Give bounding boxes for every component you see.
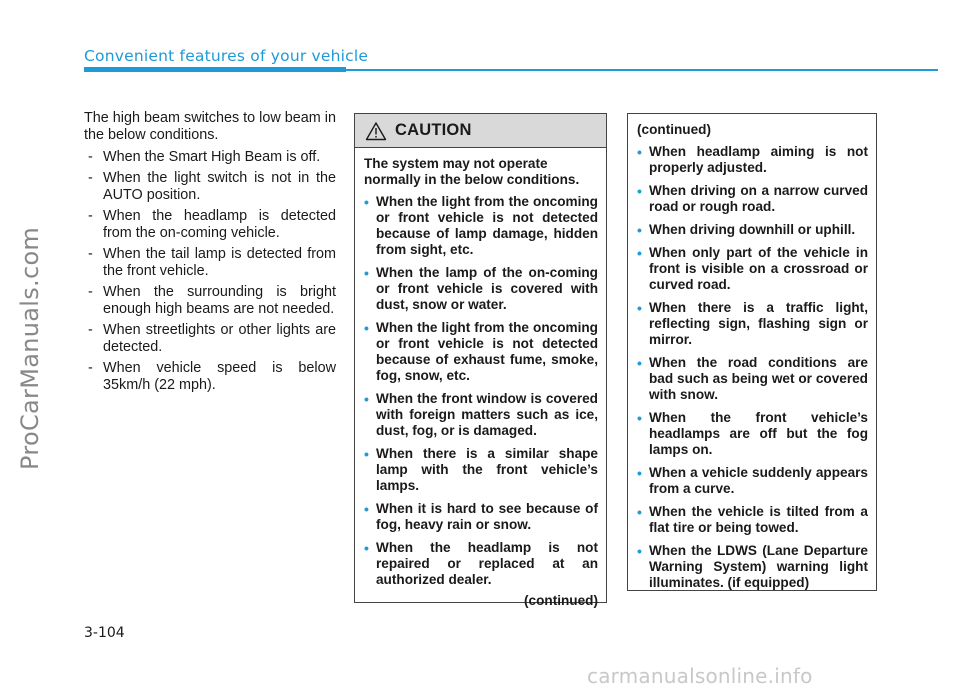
page-number: 3-104 — [84, 625, 125, 641]
list-item: - When the tail lamp is detected from the front vehicle. — [88, 246, 336, 279]
header-rule — [346, 69, 938, 71]
list-item: • When the light from the oncoming or front vehicle is not detected because of lamp damage, hidden from sight, etc. — [364, 194, 598, 257]
list-item: - When the surrounding is bright enough high beams are not needed. — [88, 284, 336, 317]
list-item: • When only part of the vehicle in front is visible on a crossroad or curved road. — [637, 245, 868, 292]
continued-body — [628, 114, 876, 591]
bottom-watermark: carmanualsonline.info — [587, 664, 813, 688]
caution-lead: The system may not operate normally in the below conditions. — [364, 156, 580, 187]
side-watermark: ProCarManuals.com — [16, 226, 44, 470]
caution-body — [355, 148, 606, 609]
list-item: • When the light from the oncoming or front vehicle is not detected because of exhaust fume, smoke, fog, snow, etc. — [364, 320, 598, 383]
list-item: • When the vehicle is tilted from a flat tire or being towed. — [637, 504, 868, 535]
intro-lead: The high beam switches to low beam in the below conditions. — [84, 110, 336, 143]
list-item: - When the headlamp is detected from the on-coming vehicle. — [88, 208, 336, 241]
list-item: • When the front vehicle’s headlamps are off but the fog lamps on. — [637, 410, 868, 457]
list-item: • When driving downhill or uphill. — [637, 222, 856, 238]
warning-triangle-icon — [365, 121, 387, 141]
list-item: • When the lamp of the on-coming or front vehicle is covered with dust, snow or water. — [364, 265, 598, 312]
list-item: • When a vehicle suddenly appears from a curve. — [637, 465, 868, 496]
list-item: • When the LDWS (Lane Departure Warning System) warning light illuminates. (if equipped) — [637, 543, 868, 590]
list-item: - When vehicle speed is below 35km/h (22 mph). — [88, 360, 336, 393]
list-item: • When there is a similar shape lamp with the front vehicle’s lamps. — [364, 446, 598, 493]
caution-label: CAUTION — [395, 121, 472, 139]
continued-label: (continued) — [524, 593, 598, 608]
header-accent-bar — [84, 67, 346, 72]
list-item: • When the front window is covered with foreign matters such as ice, dust, fog, or is damaged. — [364, 391, 598, 438]
caution-box — [354, 113, 607, 608]
caution-list — [364, 194, 598, 588]
continued-lead: (continued) — [637, 122, 711, 137]
continued-box — [627, 113, 877, 591]
list-item: • When headlamp aiming is not properly adjusted. — [637, 144, 868, 175]
list-item: • When it is hard to see because of fog, heavy rain or snow. — [364, 501, 598, 532]
list-item: - When the light switch is not in the AUTO position. — [88, 170, 336, 203]
list-item: • When the road conditions are bad such as being wet or covered with snow. — [637, 355, 868, 402]
continued-list — [637, 144, 868, 591]
list-item: - When the Smart High Beam is off. — [88, 149, 321, 165]
list-item: - When streetlights or other lights are detected. — [88, 322, 336, 355]
list-item: • When the headlamp is not repaired or replaced at an authorized dealer. — [364, 540, 598, 587]
section-title: Convenient features of your vehicle — [84, 47, 369, 65]
intro-section — [84, 110, 336, 398]
caution-header — [355, 114, 606, 148]
intro-list — [84, 149, 336, 394]
list-item: • When there is a traffic light, reflecting sign, flashing sign or mirror. — [637, 300, 868, 347]
list-item: • When driving on a narrow curved road or rough road. — [637, 183, 868, 214]
